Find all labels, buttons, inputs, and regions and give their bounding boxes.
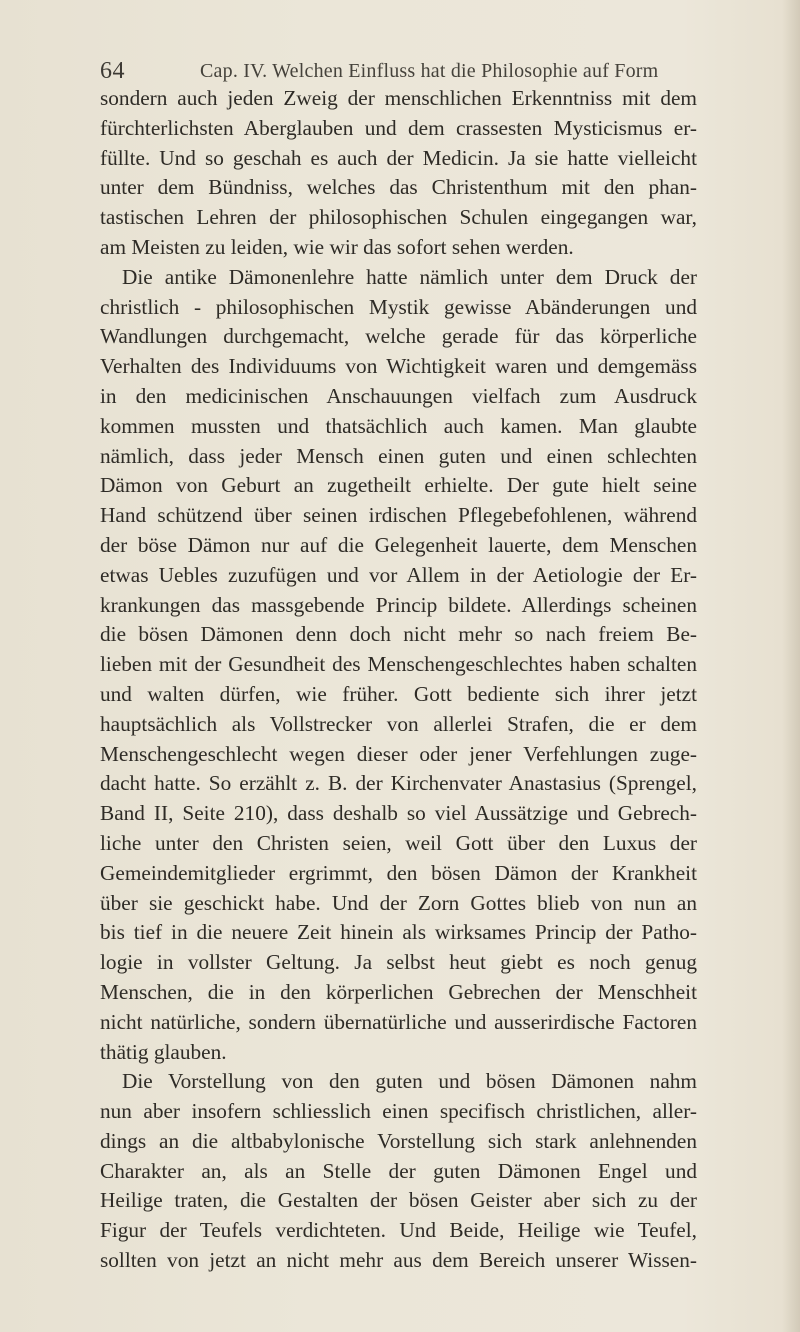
- text-line: christlich - philosophischen Mystik gewisse Abänderungen und: [100, 294, 697, 319]
- text-line: Band II, Seite 210), dass deshalb so viel Aussätzige und Gebrech-: [100, 801, 697, 826]
- page-number: 64: [100, 58, 125, 84]
- text-line: Menschen, die in den körperlichen Gebrechen der Menschheit: [100, 979, 697, 1004]
- text-line: dacht hatte. So erzählt z. B. der Kirchenvater Anastasius (Sprengel,: [100, 771, 697, 796]
- text-line: Menschengeschlecht wegen dieser oder jener Verfehlungen zuge-: [100, 741, 697, 766]
- text-line: Wandlungen durchgemacht, welche gerade für das körperliche: [100, 324, 697, 349]
- text-line: krankungen das massgebende Princip bildete. Allerdings scheinen: [100, 592, 697, 617]
- text-line: Gemeindemitglieder ergrimmt, den bösen Dämon der Krankheit: [100, 860, 697, 885]
- text-line: am Meisten zu leiden, wie wir das sofort sehen werden.: [100, 234, 574, 259]
- paragraph: [100, 1067, 697, 1276]
- text-line: liche unter den Christen seien, weil Gott über den Luxus der: [100, 830, 697, 855]
- text-line: in den medicinischen Anschauungen vielfach zum Ausdruck: [100, 383, 697, 408]
- text-line: dings an die altbabylonische Vorstellung sich stark anlehnenden: [100, 1128, 697, 1153]
- text-line: Verhalten des Individuums von Wichtigkeit waren und demgemäss: [100, 354, 697, 379]
- text-line: bis tief in die neuere Zeit hinein als wirksames Princip der Patho-: [100, 920, 697, 945]
- text-line: Charakter an, als an Stelle der guten Dämonen Engel und: [100, 1158, 697, 1183]
- text-line: Dämon von Geburt an zugetheilt erhielte. Der gute hielt seine: [100, 473, 697, 498]
- text-line: logie in vollster Geltung. Ja selbst heut giebt es noch genug: [100, 950, 697, 975]
- running-title: Cap. IV. Welchen Einfluss hat die Philosophie auf Form: [200, 60, 659, 82]
- text-line: Die Vorstellung von den guten und bösen Dämonen nahm: [122, 1069, 697, 1094]
- text-line: nun aber insofern schliesslich einen specifisch christlichen, aller-: [100, 1099, 697, 1124]
- text-line: über sie geschickt habe. Und der Zorn Gottes blieb von nun an: [100, 890, 697, 915]
- text-line: nicht natürliche, sondern übernatürliche und ausserirdische Factoren: [100, 1009, 697, 1034]
- text-line: der böse Dämon nur auf die Gelegenheit lauerte, dem Menschen: [100, 532, 697, 557]
- text-line: kommen mussten und thatsächlich auch kamen. Man glaubte: [100, 413, 697, 438]
- text-line: fürchterlichsten Aberglauben und dem crassesten Mysticismus er-: [100, 115, 697, 140]
- paragraph: [100, 263, 697, 1068]
- text-line: unter dem Bündniss, welches das Christenthum mit den phan-: [100, 175, 697, 200]
- text-line: etwas Uebles zuzufügen und vor Allem in der Aetiologie der Er-: [100, 562, 697, 587]
- text-line: Die antike Dämonenlehre hatte nämlich unter dem Druck der: [122, 264, 697, 289]
- text-line: Figur der Teufels verdichteten. Und Beide, Heilige wie Teufel,: [100, 1218, 697, 1243]
- text-line: tastischen Lehren der philosophischen Schulen eingegangen war,: [100, 205, 697, 230]
- text-line: thätig glauben.: [100, 1039, 227, 1064]
- text-line: und walten dürfen, wie früher. Gott bediente sich ihrer jetzt: [100, 681, 697, 706]
- text-line: Hand schützend über seinen irdischen Pflegebefohlenen, während: [100, 503, 697, 528]
- text-line: die bösen Dämonen denn doch nicht mehr so nach freiem Be-: [100, 622, 697, 647]
- text-line: lieben mit der Gesundheit des Menschengeschlechtes haben schalten: [100, 652, 697, 677]
- paragraph: [100, 84, 697, 263]
- text-line: hauptsächlich als Vollstrecker von allerlei Strafen, die er dem: [100, 711, 697, 736]
- body-text: [100, 84, 697, 1276]
- text-line: sollten von jetzt an nicht mehr aus dem Bereich unserer Wissen-: [100, 1248, 697, 1273]
- text-line: Heilige traten, die Gestalten der bösen Geister aber sich zu der: [100, 1188, 697, 1213]
- text-line: sondern auch jeden Zweig der menschlichen Erkenntniss mit dem: [100, 86, 697, 110]
- text-line: füllte. Und so geschah es auch der Medicin. Ja sie hatte vielleicht: [100, 145, 697, 170]
- page-edge-shadow: [782, 0, 800, 1332]
- text-line: nämlich, dass jeder Mensch einen guten und einen schlechten: [100, 443, 697, 468]
